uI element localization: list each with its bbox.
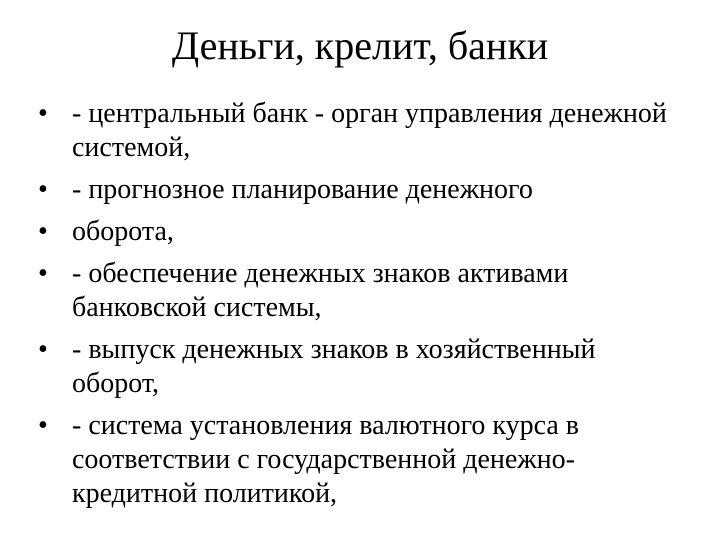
bullet-text: оборота, [72, 216, 174, 247]
bullet-text: - обеспечение денежных знаков активами банковской системы, [72, 258, 569, 323]
bullet-item [38, 215, 678, 249]
bullet-icon: • [38, 216, 48, 247]
bullet-item [38, 173, 678, 207]
bullet-item [38, 257, 678, 325]
bullet-text: - прогнозное планирование денежного [72, 174, 533, 205]
bullet-text: - выпуск денежных знаков в хозяйственный оборот, [72, 334, 596, 399]
bullet-list [38, 97, 678, 519]
bullet-icon: • [38, 334, 48, 365]
bullet-item [38, 409, 678, 511]
bullet-icon: • [38, 98, 48, 129]
slide-title: Деньги, крелит, банки [171, 23, 549, 68]
bullet-icon: • [38, 174, 48, 205]
bullet-icon: • [38, 410, 48, 441]
bullet-text: - система установления валютного курса в соответствии с государственной денежно-кредитной политикой, [72, 410, 579, 509]
bullet-item [38, 333, 678, 401]
bullet-item [38, 97, 678, 165]
bullet-text: - центральный банк - орган управления денежной системой, [72, 98, 667, 163]
bullet-icon: • [38, 258, 48, 289]
